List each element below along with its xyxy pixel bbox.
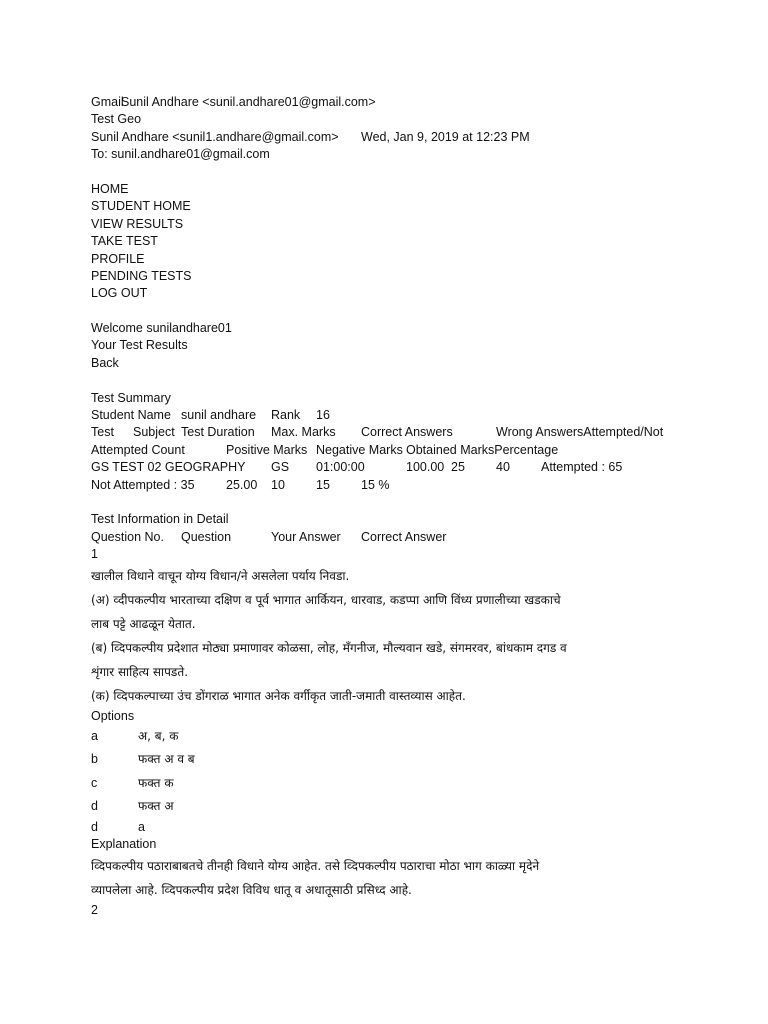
summary-header-row-2	[91, 442, 741, 459]
header-correct-answers: Correct Answers	[361, 425, 453, 440]
value-not-attempted: Not Attempted : 35	[91, 477, 195, 492]
option-text: फक्त क	[138, 775, 174, 790]
summary-values-row-1	[91, 459, 741, 476]
explanation-line: व्दिपकल्पीय पठाराबाबतचे तीनही विधाने योग्य आहेत. तसे व्दिपकल्पीय पठाराचा मोठा भाग काळ्या मृदेने	[91, 858, 540, 873]
header-negative-marks: Negative Marks	[316, 442, 403, 457]
question-line: (ब) व्दिपकल्पीय प्रदेशात मोठ्या प्रमाणावर कोळसा, लोह, मॅंगनीज, मौल्यवान खडे, संगमरवर, बांधकाम दगड व	[91, 640, 567, 655]
rank-label: Rank	[271, 408, 301, 423]
correct-answer-value: a	[138, 819, 145, 834]
question-line: खालील विधाने वाचून योग्य विधान/ने असलेला पर्याय निवडा.	[91, 568, 350, 583]
summary-header-row-1	[91, 424, 741, 441]
explanation-label: Explanation	[91, 837, 157, 852]
rank-value: 16	[316, 408, 330, 423]
explanation-text	[91, 854, 741, 902]
summary-heading: Test Summary	[91, 390, 171, 405]
option-key: a	[91, 728, 98, 743]
option-key: d	[91, 799, 98, 814]
option-text: फक्त अ व ब	[138, 752, 195, 767]
header-your-answer: Your Answer	[271, 529, 341, 544]
value-obtained: 15	[316, 477, 330, 492]
value-positive: 25.00	[226, 477, 258, 492]
option-row	[91, 748, 741, 772]
student-name-label: Student Name	[91, 408, 171, 423]
detail-heading: Test Information in Detail	[91, 512, 229, 527]
detail-header-row	[91, 529, 741, 546]
value-attempted: Attempted : 65	[541, 460, 623, 475]
value-max-marks: 100.00	[406, 460, 445, 475]
nav-home[interactable]: HOME	[91, 181, 129, 196]
results-title: Your Test Results	[91, 338, 188, 353]
header-positive-marks: Positive Marks	[226, 442, 308, 457]
header-attempted-count: Attempted Count	[91, 442, 185, 457]
nav-log-out[interactable]: LOG OUT	[91, 286, 148, 301]
question-line: शृंगार साहित्य सापडते.	[91, 664, 189, 679]
back-link[interactable]: Back	[91, 355, 119, 370]
nav-take-test[interactable]: TAKE TEST	[91, 234, 158, 249]
email-date: Wed, Jan 9, 2019 at 12:23 PM	[361, 129, 530, 144]
document-page	[91, 94, 741, 919]
header-question: Question	[181, 529, 232, 544]
nav-student-home[interactable]: STUDENT HOME	[91, 199, 191, 214]
question-number: 1	[91, 547, 98, 562]
app-name: Gmail	[91, 95, 124, 109]
header-duration: Test Duration	[181, 425, 255, 440]
email-subject: Test Geo	[91, 112, 142, 127]
value-percentage: 15 %	[361, 477, 390, 492]
header-question-no: Question No.	[91, 529, 164, 544]
header-max-marks: Max. Marks	[271, 425, 336, 440]
your-answer-value: d	[91, 819, 98, 834]
account-address: Sunil Andhare <sunil.andhare01@gmail.com>	[121, 95, 376, 109]
value-wrong: 40	[496, 460, 510, 475]
header-obtained-percentage: Obtained MarksPercentage	[406, 442, 559, 457]
value-duration: 01:00:00	[316, 460, 365, 475]
student-row	[91, 407, 741, 424]
option-row	[91, 795, 741, 819]
nav-view-results[interactable]: VIEW RESULTS	[91, 216, 184, 231]
header-test: Test	[91, 425, 114, 440]
option-key: c	[91, 775, 98, 790]
email-app-line	[91, 94, 741, 111]
option-text: अ, ब, क	[138, 728, 179, 743]
option-key: b	[91, 752, 98, 767]
header-correct-answer: Correct Answer	[361, 529, 447, 544]
question-line: लाब पट्टे आढळून येतात.	[91, 616, 196, 631]
nav-menu	[91, 181, 741, 303]
options-list	[91, 725, 741, 819]
value-subject: GS	[271, 460, 290, 475]
option-row	[91, 725, 741, 749]
option-text: फक्त अ	[138, 799, 174, 814]
header-wrong-attempted: Wrong AnswersAttempted/Not	[496, 425, 664, 440]
nav-pending-tests[interactable]: PENDING TESTS	[91, 268, 192, 283]
option-row	[91, 772, 741, 796]
email-from-line	[91, 129, 741, 146]
explanation-line: व्यापलेला आहे. व्दिपकल्पीय प्रदेश विविध धातू व अधातूसाठी प्रसिध्द आहे.	[91, 882, 412, 897]
email-to: To: sunil.andhare01@gmail.com	[91, 147, 270, 162]
next-question-number: 2	[91, 902, 98, 917]
value-test: GS TEST 02 GEOGRAPHY	[91, 460, 246, 475]
summary-values-row-2	[91, 477, 741, 494]
answer-row	[91, 819, 741, 836]
question-line: (क) व्दिपकल्पाच्या उंच डोंगराळ भागात अनेक वर्गीकृत जाती-जमाती वास्तव्यास आहेत.	[91, 688, 466, 703]
student-name-value: sunil andhare	[181, 408, 257, 423]
email-from: Sunil Andhare <sunil1.andhare@gmail.com>	[91, 129, 339, 144]
value-negative: 10	[271, 477, 285, 492]
welcome-text: Welcome sunilandhare01	[91, 321, 232, 336]
header-subject: Subject	[133, 425, 175, 440]
question-text	[91, 564, 741, 708]
question-line: (अ) व्दीपकल्पीय भारताच्या दक्षिण व पूर्व भागात आर्कियन, धारवाड, कडप्पा आणि विंध्य प्रणालीच्या खडकाचे	[91, 592, 561, 607]
options-label: Options	[91, 708, 135, 723]
value-correct: 25	[451, 460, 465, 475]
nav-profile[interactable]: PROFILE	[91, 251, 145, 266]
